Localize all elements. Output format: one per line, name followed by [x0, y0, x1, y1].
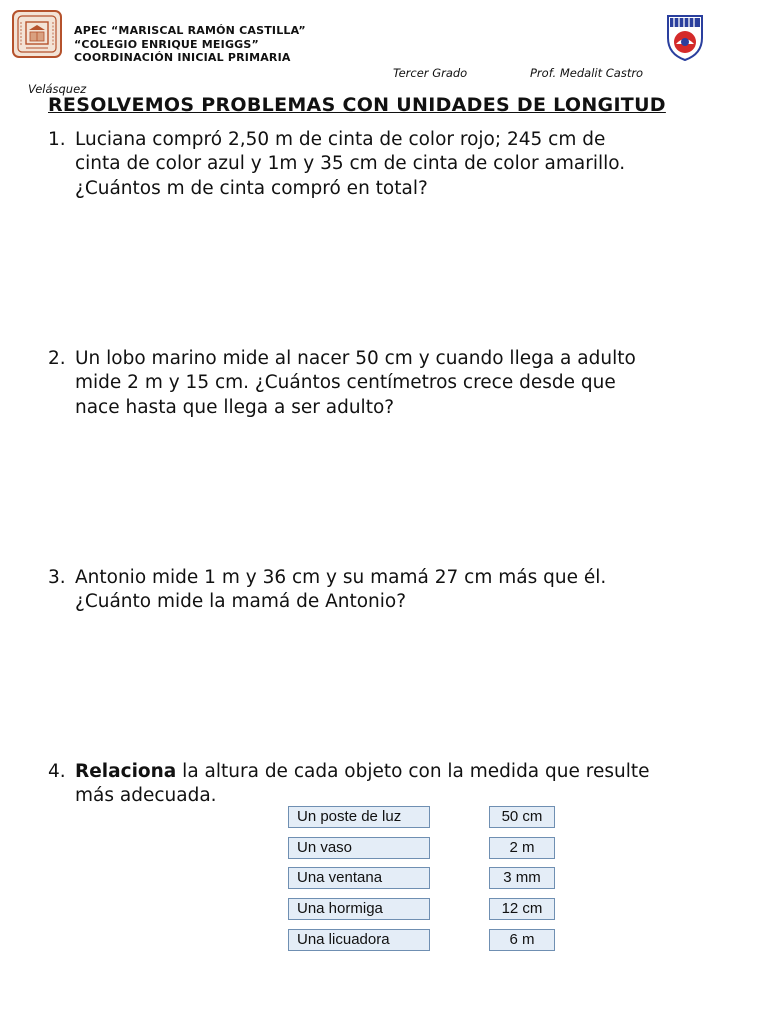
problem-line: Antonio mide 1 m y 36 cm y su mamá 27 cm más que él.: [75, 567, 607, 588]
problem-line: nace hasta que llega a ser adulto?: [75, 396, 395, 418]
problem-number: 2.: [48, 348, 66, 369]
problem-line: [75, 760, 728, 784]
object-box[interactable]: Un vaso: [288, 837, 430, 859]
problem-number: 1.: [48, 129, 66, 150]
problem-line: Luciana compró 2,50 m de cinta de color rojo; 245 cm de: [75, 129, 606, 150]
object-box[interactable]: Un poste de luz: [288, 806, 430, 828]
school-header: [74, 24, 306, 65]
measure-box[interactable]: 6 m: [489, 929, 555, 951]
problem-line: Un lobo marino mide al nacer 50 cm y cuando llega a adulto: [75, 348, 636, 369]
grade-label: Tercer Grado: [393, 66, 468, 80]
measure-box[interactable]: 2 m: [489, 837, 555, 859]
problem-line: ¿Cuánto mide la mamá de Antonio?: [75, 591, 407, 613]
problem-number: 3.: [48, 567, 66, 588]
teacher-name: Prof. Medalit Castro: [530, 66, 644, 80]
problem-line: más adecuada.: [75, 785, 217, 807]
problem-number: 4.: [48, 761, 66, 782]
measure-box[interactable]: 3 mm: [489, 867, 555, 889]
problem-line: cinta de color azul y 1m y 35 cm de cinta de color amarillo.: [75, 153, 626, 175]
instruction-verb: Relaciona: [75, 761, 177, 782]
school-shield-logo: [664, 12, 706, 62]
object-box[interactable]: Una ventana: [288, 867, 430, 889]
problem-line: mide 2 m y 15 cm. ¿Cuántos centímetros crece desde que: [75, 372, 616, 394]
object-box[interactable]: Una hormiga: [288, 898, 430, 920]
instruction-rest: la altura de cada objeto con la medida que resulte: [176, 761, 650, 782]
measure-box[interactable]: 12 cm: [489, 898, 555, 920]
object-box[interactable]: Una licuadora: [288, 929, 430, 951]
problem-2: [48, 347, 728, 420]
problem-3: [48, 566, 728, 615]
problem-line: ¿Cuántos m de cinta compró en total?: [75, 177, 428, 199]
teacher-surname: Velásquez: [28, 82, 87, 96]
college-name-line: “COLEGIO ENRIQUE MEIGGS”: [74, 37, 259, 51]
school-crest-logo: [12, 10, 62, 58]
coordination-line: COORDINACIÓN INICIAL PRIMARIA: [74, 51, 291, 64]
page-title: RESOLVEMOS PROBLEMAS CON UNIDADES DE LONGITUD: [48, 94, 666, 116]
problem-4: [48, 760, 728, 809]
problem-1: [48, 128, 728, 201]
school-name-line: APEC “MARISCAL RAMÓN CASTILLA”: [74, 24, 306, 37]
measure-box[interactable]: 50 cm: [489, 806, 555, 828]
